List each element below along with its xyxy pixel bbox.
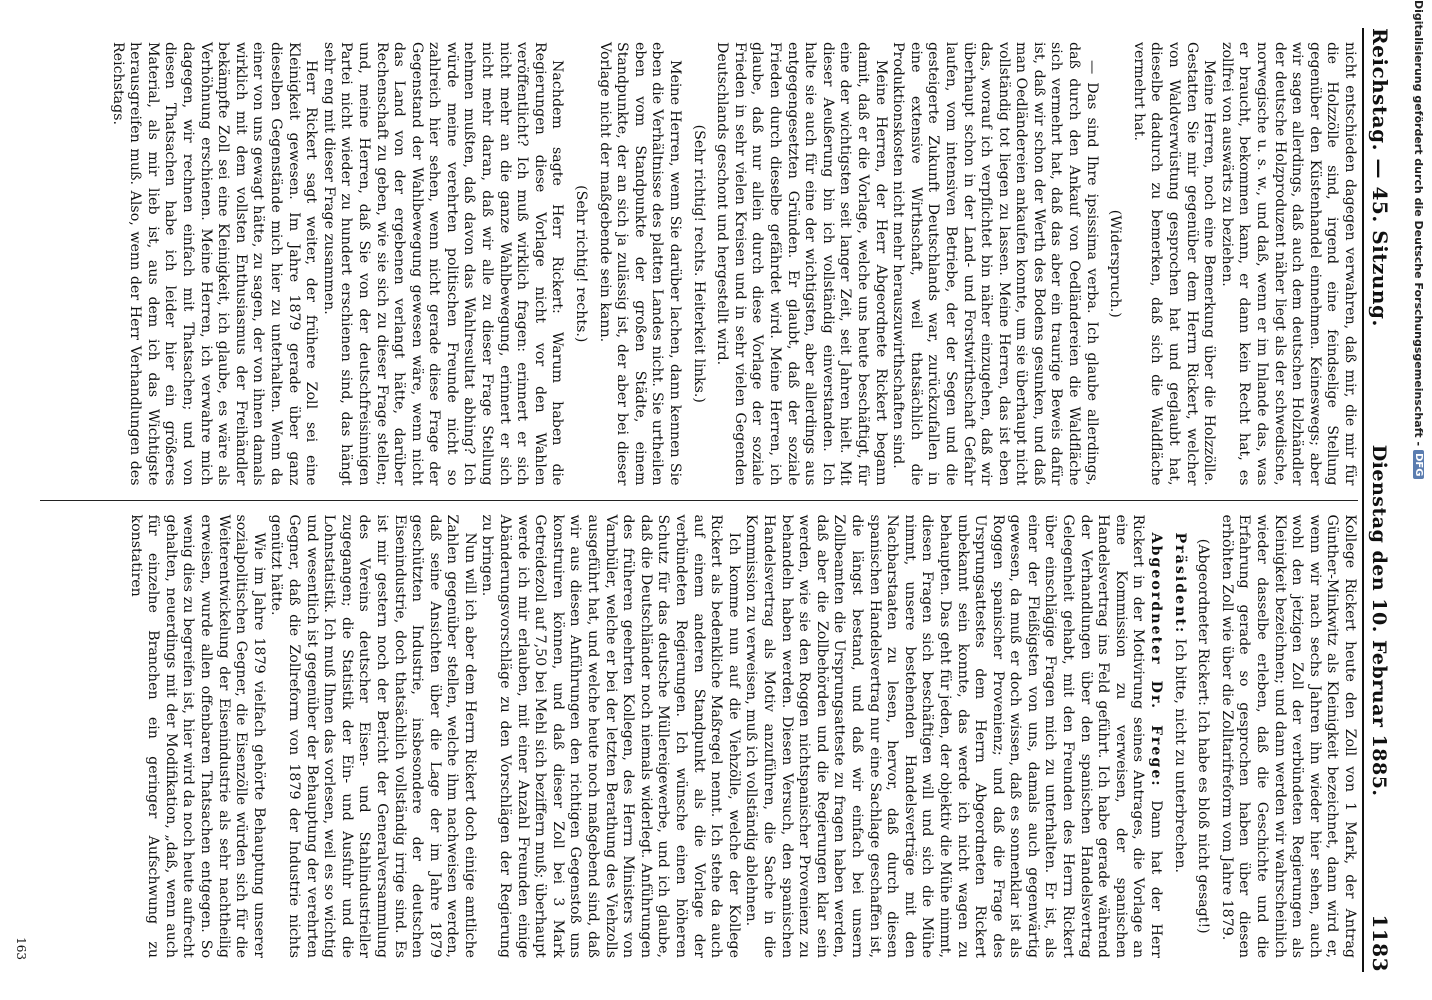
interjection: (Widerspruch.) [1107, 209, 1124, 318]
header-left: Reichstag. — 45. Sitzung. [1368, 28, 1392, 327]
paragraph: nicht entschieden dagegen verwahren, daß mir, die mir für die Holzzölle sind, irgend eine feindselige Stellung gegenüber den Küstenhandel einnehmen. Keineswegs; aber wir sagen allerdings, daß auch dem deutschen Holzhändler der deutsche Holzproduzent näher liegt als der schwedische, norwegische u. s. w., und daß, wenn er im Inlande das, was er braucht, bekommen kann, er dann kein Recht hat, es zollfrei von auswärts zu beziehen. [1218, 42, 1358, 486]
paragraph [1170, 515, 1188, 959]
signature-mark: 163 [14, 937, 28, 960]
page-header [1362, 28, 1402, 972]
header-date: Dienstag den 10. Februar 1885. [1368, 444, 1390, 797]
speaker-name: Abgeordneter Dr. Frege: [1148, 532, 1165, 788]
paragraph: Ich komme nun auf die Viehzölle, welche der Kollege Rickert als bedenkliche Maßregel nennt. Ich stehe da auch auf einem anderen Standpunkt als die Vorlage der verbündeten Regierungen. Ich wünsche einen höheren Schutz für das deutsche Müllereigewerbe, und ich glaube, daß die Deutschländer noch niemals widerlegt. Anführungen des früheren geehrten Kollegen, des Herrn Ministers von Varnbüler, welche er bei der letzten Berathung des Viehzolls ausgeführt hat, und welche heute noch maßgebend sind, daß wir aus diesen Anführungen den richtigen Gegenstoß uns konstruiren können, und daß dieser Zoll bei 3 Mark Getreidezoll auf 7,50 bei Mehl sich beziffern muß; überhaupt werde ich mir erlauben, mit einer Anzahl Freunden einige Abänderungsvorschläge zu den Vorschlägen der Regierung zu bringen. [479, 514, 742, 958]
paragraph: — Das sind Ihre ipsissima verba. Ich glaube allerdings, daß durch den Ankauf von Oedländereien die Waldfläche sich vermehrt hat, daß das aber ein traurige Beweis dafür ist, daß wir schon der Werth des Bodens gesunken, und daß man Oedländereien ankaufen konnte, um sie überhaupt nicht vollständig tot liegen zu lassen. Meine Herren, das ist eben das, worauf ich verpflichtet bin näher einzugehen, daß wir überhaupt schon in der Land- und Forstwirthschaft Gefahr laufen, vom intensiven Betriebe, der der Segen und die gesteigerte Zukunft Deutschlands war, zurückzufallen in eine extensive Wirthschaft, weil thatsächlich die Produktionskosten nicht mehr herauszuwirthschaften sind. [890, 42, 1100, 486]
paragraph: Nachdem sagte Herr Rickert: Warum haben die Regierungen diese Vorlage nicht vor den Wahlen veröffentlicht? Ich muß wirklich fragen: erinnert er sich nicht mehr an die ganze Wahlbewegung, erinnert er sich nicht mehr daran, daß wir alle zu dieser Frage Stellung nehmen mußten, daß davon das Wahlresultat abhing? Ich würde meine verehrten politischen Freunde nicht so zahlreich hier sehen, wenn nicht gerade diese Frage der Gegenstand der Wahlbewegung gewesen wäre, wenn nicht das Land von der ergebenen verlangt hätte, darüber Rechenschaft zu geben, wie sie sich zu dieser Frage stellen; und, meine Herren, daß Sie von der deutschfreisinnigen Partei nicht wieder zu hundert erschienen sind, das hängt sehr eng mit dieser Frage zusammen. [320, 42, 566, 486]
paragraph: Wie im Jahre 1879 vielfach gehörte Behauptung unserer sozialpolitischen Gegner, die Eisenzölle würden sich für die Weiterentwickelung der Eisenindustrie als sehr nachtheilig erweisen, wurde allen offenbaren Thatsachen entgegen. So wenig dies zu begreifen ist, hier wird da noch heute aufrecht gehalten, neuerdings mit der Modifikation, „daß, wenn auch für einzelne Branchen ein geringer Aufschwung zu konstatiren [127, 514, 267, 958]
paragraph: Meine Herren, der Herr Abgeordnete Rickert begann damit, daß er die Vorlage, welche uns heute beschäftigt, für eine der wichtigsten seit langer Zeit, seit Jahren hielt. Mit dieser Aeußerung bin ich vollständig einverstanden. Ich halte sie auch für eine der wichtigsten, aber allerdings aus entgegengesetzten Gründen. Er glaubt, daß der soziale Frieden durch dieselbe gefährdet wird. Meine Herren, ich glaube, daß nur allein durch diese Vorlage der soziale Frieden in sehr vielen Kreisen und in sehr vielen Gegenden Deutschlands geschont und hergestellt wird. [714, 42, 889, 486]
interjection: (Abgeordneter Rickert: Ich habe es bloß nicht gesagt!) [1195, 538, 1212, 934]
dfg-sidebar [1408, 0, 1430, 1000]
speech-text: Dann hat der Herr Rickert in der Motivirung seines Antrages, die Vorlage an eine Kommission zu verweisen, der spanischen Handelsvertrag ins Feld geführt. Ich habe gerade während der Verhandlungen über den spanischen Handelsvertrag Gelegenheit gehabt, mit den Freunden des Herrn Rickert über einschlägige Fragen mich zu unterhalten. Er ist, als einer der Fleißigsten von uns, damals auch gegenwärtig gewesen, da muß er doch wissen, daß es sonnenklar ist als Roggen spanischer Provenienz; und daß die Frage des Ursprungsattestes dem Herrn Abgeordneten Rickert unbekannt sein konnte, das werde ich nicht wagen zu behaupten. Das geht für jeden, der objektiv die Mühe nimmt, diesen Fragen sich beschäftigen will und sich die Mühe nimmt, unsere bestehenden Handelsverträge mit den Nachbarstaaten zu lesen, hervor, daß durch diesen spanischen Handelsvertrag nur eine Sachlage geschaffen ist, die längst bestand, und daß wir einfach bei unsern Zollbeamten die Ursprungsatteste zu fragen haben werden, daß aber die Zollbehörden und die Regierungen klar sein werden, wie sie den Roggen nichtspanischer Provenienz zu behandeln haben werden. Diesen Versuch, den spanischen Handelsvertrag als Motiv anzuführen, die Sache in die Kommission zu verweisen, muß ich vollständig ablehnen. [743, 514, 1165, 958]
dfg-text: Digitalisierung gefördert durch die Deutsche Forschungsgemeinschaft - [1412, 0, 1426, 447]
column-right [40, 500, 1358, 973]
speaker-name: Präsident: [1171, 532, 1188, 635]
column-left [40, 28, 1358, 500]
paragraph: Herr Rickert sagt weiter, der frühere Zoll sei eine Kleinigkeit gewesen. Im Jahre 1879 gerade über ganz dieselben Gegenstände mich hier zu unterhalten. Wenn da einer von uns gewagt hätte, zu sagen, der von ihnen damals wirklich mit dem vollsten Enthusiasmus der Freihändler bekämpfte Zoll sei eine Kleinigkeit, ich glaube, es wäre als Verhöhnung erschienen. Meine Herren, ich verwahre mich dagegen, wir rechnen einfach mit Thatsachen; und von diesen Thatsachen habe ich leider hier ein größeres Material, als mir lieb ist, aus dem ich das Wichtigste herausgreifen muß. Also, wenn der Herr Verhandlungen des Reichstags. [109, 42, 320, 486]
paragraph: Kollege Rickert heute den Zoll von 1 Mark, der Antrag Günther-Minkwitz als Kleinigkeit bezeichnet, dann wird er, wenn wir nach sechs Jahren ihn wieder hier sehen, auch wohl den jetzigen Zoll der verbündeten Regierungen als Kleinigkeit bezeichnen; und dann werden wir wahrscheinlich wieder dasselbe erleben, daß die Geschichte und die Erfahrung gerade so gesprochen haben über diesen erhöhten Zoll wie über die Zolltarifreform vom Jahre 1879. [1218, 514, 1358, 958]
dfg-credit [1408, 0, 1430, 1000]
paragraph [742, 515, 1164, 959]
paragraph: Nun will ich aber dem Herrn Rickert doch einige amtliche Zahlen gegenüber stellen, welche ihm nachweisen werden, daß seine Ansichten über die Lage der im Jahre 1879 geschützten Industrie, insbesondere der deutschen Eisenindustrie, doch thatsächlich vollständig irrige sind. Es ist mir gestern noch der Bericht der Generalversammlung des Vereins deutscher Eisen- und Stahlindustrieller zugegangen; die Statistik der Ein- und Ausfuhr und die Lohnstatistik. Ich muß Ihnen das vorlesen, weil es so wichtig und wesentlich ist gegenüber der Behauptung der verehrten Gegner, daß die Zollreform von 1879 der Industrie nichts genützt hätte. [268, 514, 478, 958]
dfg-logo: DFG [1414, 450, 1425, 479]
speech-text: Ich bitte, nicht zu unterbrechen. [1171, 634, 1188, 874]
interjection: (Sehr richtig! rechts. Heiterkeit links.) [690, 124, 707, 403]
page-number: 1183 [1368, 914, 1392, 972]
paragraph: Meine Herren, wenn Sie darüber lachen, dann kennen Sie eben die Verhältnisse des platten Landes nicht. Sie urtheilen eben vom Standpunkte der großen Städte, einem Standpunkte, der an sich ja zulässig ist, der aber bei dieser Vorlage nicht der maßgebende sein kann. [596, 42, 684, 486]
text-columns [40, 28, 1358, 972]
paragraph: Meine Herren, noch eine Bemerkung über die Holzzölle. Gestatten Sie mir gegenüber dem Herrn Rickert, welcher von Waldverwüstung gesprochen hat und geglaubt hat, dieselbe dadurch zu bemerken, daß sich die Waldfläche vermehrt hat. [1130, 42, 1218, 486]
interjection: (Sehr richtig! rechts.) [573, 185, 590, 343]
